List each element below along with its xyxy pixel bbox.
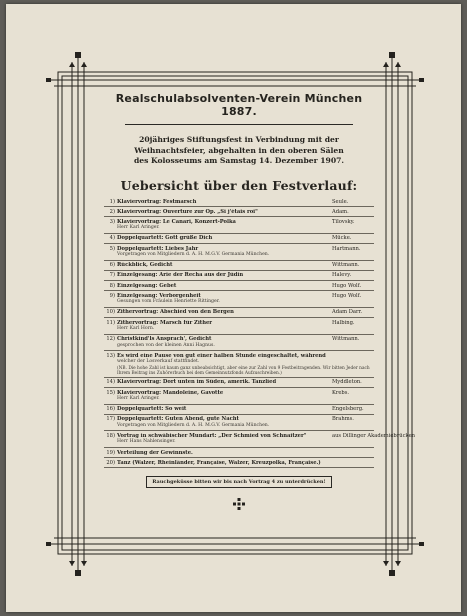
program-item (104, 379, 374, 388)
program-item (104, 283, 374, 292)
program-item (104, 246, 374, 261)
item-title: Klaviervortrag: Mandoleine, Gavotte (117, 389, 224, 396)
item-title: Doppelquartett: Gott grüße Dich (117, 235, 213, 242)
program-item (104, 309, 374, 318)
program-item (104, 199, 374, 208)
item-number: 5) (109, 245, 115, 252)
item-composer: Adam. (332, 208, 349, 215)
item-separator (104, 307, 374, 308)
item-title: Doppelquartett: Liebes Jahr (117, 245, 199, 252)
item-separator (104, 457, 374, 458)
item-number: 6) (109, 262, 115, 269)
item-number: 20) (106, 459, 115, 466)
program-item (104, 293, 374, 308)
program-item (104, 406, 374, 415)
item-number: 12) (106, 336, 115, 343)
item-title: Klaviervortrag: Dort unten im Süden, amerik. Tanzlied (117, 379, 277, 386)
item-separator (104, 377, 374, 378)
item-performer: Herr Karl Horn. (117, 326, 155, 331)
item-separator (104, 350, 374, 351)
item-title: Zithervortrag: Marsch für Zither (117, 319, 212, 326)
item-title: Christkind'ls Ansprach', Gedicht (117, 336, 212, 343)
program-content (104, 84, 416, 514)
item-number: 18) (106, 432, 115, 439)
program-item (104, 235, 374, 244)
item-composer (330, 353, 374, 359)
item-separator (104, 430, 374, 431)
item-separator (104, 317, 374, 318)
item-title: Einzelgesang: Arie der Recha aus der Jüdin (117, 272, 244, 279)
title-rule (125, 124, 353, 125)
item-performer: welcher der Losverkauf stattfindet. (117, 359, 200, 365)
event-line-2: Weihnachtsfeier, abgehalten in den oberen Sälen (134, 145, 344, 155)
item-performer: Herr Hans Nahlensinger. (117, 439, 176, 445)
program-item (104, 460, 374, 469)
item-title: Doppelquartett: Guten Abend, gute Nacht (117, 416, 239, 423)
program-sheet (6, 4, 461, 612)
item-number: 16) (106, 406, 115, 413)
item-separator (104, 334, 374, 335)
item-number: 14) (106, 379, 115, 386)
item-performer: Vorgetragen von Mitgliedern d. A. H. M.G.V. Germania München. (117, 422, 270, 428)
item-number: 17) (106, 416, 115, 423)
item-composer: Brahms. (332, 416, 354, 423)
item-title: Verteilung der Gewinnste. (117, 449, 193, 456)
event-line-3: des Kolosseums am Samstag 14. Dezember 1907. (133, 156, 345, 165)
item-composer: Adam Darr. (332, 309, 363, 316)
item-separator (104, 404, 374, 405)
event-line-1: 20jähriges Stiftungsfest in Verbindung mit der (139, 135, 339, 144)
item-composer: Halbing. (332, 319, 355, 326)
item-composer: Wittmann. (332, 336, 360, 343)
item-title: Rückblick, Gedicht (117, 262, 173, 269)
program-item (104, 353, 374, 378)
item-separator (104, 216, 374, 217)
program-list (104, 198, 416, 469)
item-title: Doppelquartett: So weit (117, 406, 187, 413)
event-description (104, 135, 374, 167)
item-title: Einzelgesang: Gebet (117, 282, 177, 289)
item-number: 2) (109, 208, 115, 215)
program-item (104, 450, 374, 459)
item-separator (104, 280, 374, 281)
item-composer: Hugo Wolf. (332, 282, 362, 289)
item-composer: Mücke. (332, 235, 352, 242)
item-separator (104, 206, 374, 207)
item-number: 15) (106, 389, 115, 396)
item-number: 1) (109, 198, 115, 205)
item-separator (104, 414, 374, 415)
item-composer: Krebs. (332, 389, 350, 396)
ornament-icon (104, 495, 374, 514)
item-composer (330, 460, 374, 466)
header (104, 92, 374, 193)
item-separator (104, 233, 374, 234)
program-item (104, 416, 374, 431)
item-title: Tanz (Walzer, Rheinländer, Française, Walzer, Kreuzpolka, Française.) (117, 459, 321, 466)
item-performer: gesprochen von der kleinen Anni Hagnus. (117, 342, 215, 348)
organization-title: Realschulabsolventen-Verein München 1887. (115, 92, 363, 118)
program-item (104, 336, 374, 351)
item-title: Klaviervortrag: Ouverture zur Op. „Si j'étais roi" (117, 208, 258, 215)
item-performer: Herr Karl Aringer. (117, 395, 160, 401)
item-separator (104, 260, 374, 261)
item-separator (104, 447, 374, 448)
item-title: Klaviervortrag: Festmarsch (117, 198, 197, 205)
item-composer (330, 450, 374, 456)
item-number: 19) (106, 449, 115, 456)
item-title: Klaviervortrag: Le Canari, Konzert-Polka (117, 218, 236, 225)
program-heading: Uebersicht über den Festverlauf: (120, 177, 358, 193)
item-separator (104, 387, 374, 388)
item-separator (104, 290, 374, 291)
item-composer: Halevy. (332, 272, 352, 279)
item-title: Es wird eine Pause von gut einer halben Stunde eingeschaltet, während (117, 352, 326, 359)
item-composer: Myddleton. (332, 379, 362, 386)
item-composer: Seule. (332, 198, 349, 205)
item-number: 8) (109, 282, 115, 289)
item-composer: Engelsberg. (332, 406, 364, 413)
item-separator (104, 270, 374, 271)
program-item (104, 390, 374, 405)
program-item (104, 272, 374, 281)
item-title: Einzelgesang: Verborgenheit (117, 292, 201, 299)
program-item (104, 432, 416, 448)
item-number: 13) (106, 352, 115, 359)
item-performer: Gesungen vom Fräulein Henriette Rittinger. (117, 299, 220, 305)
program-item (104, 219, 374, 234)
smoking-notice: Rauchgeküsse bitten wir bis nach Vortrag 4 zu unterdrücken! (146, 476, 332, 488)
item-title: Vortrag in schwäbischer Mundart: „Der Schmied von Schnaitzer" (117, 432, 307, 439)
program-item (104, 320, 374, 335)
item-number: 3) (109, 218, 115, 225)
item-composer: Wittmann. (332, 262, 360, 269)
item-separator (104, 243, 374, 244)
item-number: 11) (106, 319, 115, 326)
item-number: 4) (109, 235, 115, 242)
item-performer: Herr Karl Aringer. (117, 225, 160, 231)
item-composer: Hugo Wolf. (332, 292, 362, 299)
item-composer: Tilovsky. (332, 218, 355, 225)
item-composer: aus Dillinger Akademiebrücken (332, 432, 416, 439)
item-composer: Hartmann. (332, 245, 361, 252)
item-title: Zithervortrag: Abschied von den Bergen (117, 309, 234, 316)
item-note: (NB. Die hohe Zahl ist kaum ganz unbeabsichtigt, aber eine zur Zahl von 9 Festbeitragenden. Wir bitten Jeder nach Ihrem Beitrag ins Zuhörerbuch bei dem Gemeinnutzfonds Aufzuschreiben.) (117, 365, 370, 376)
item-number: 9) (109, 292, 115, 299)
program-item (104, 209, 374, 218)
program-item (104, 262, 374, 271)
item-separator (104, 467, 374, 468)
item-performer: Vorgetragen von Mitgliedern d. A. H. M.G.V. Germania München. (117, 252, 270, 258)
item-number: 10) (106, 309, 115, 316)
item-number: 7) (109, 272, 115, 279)
